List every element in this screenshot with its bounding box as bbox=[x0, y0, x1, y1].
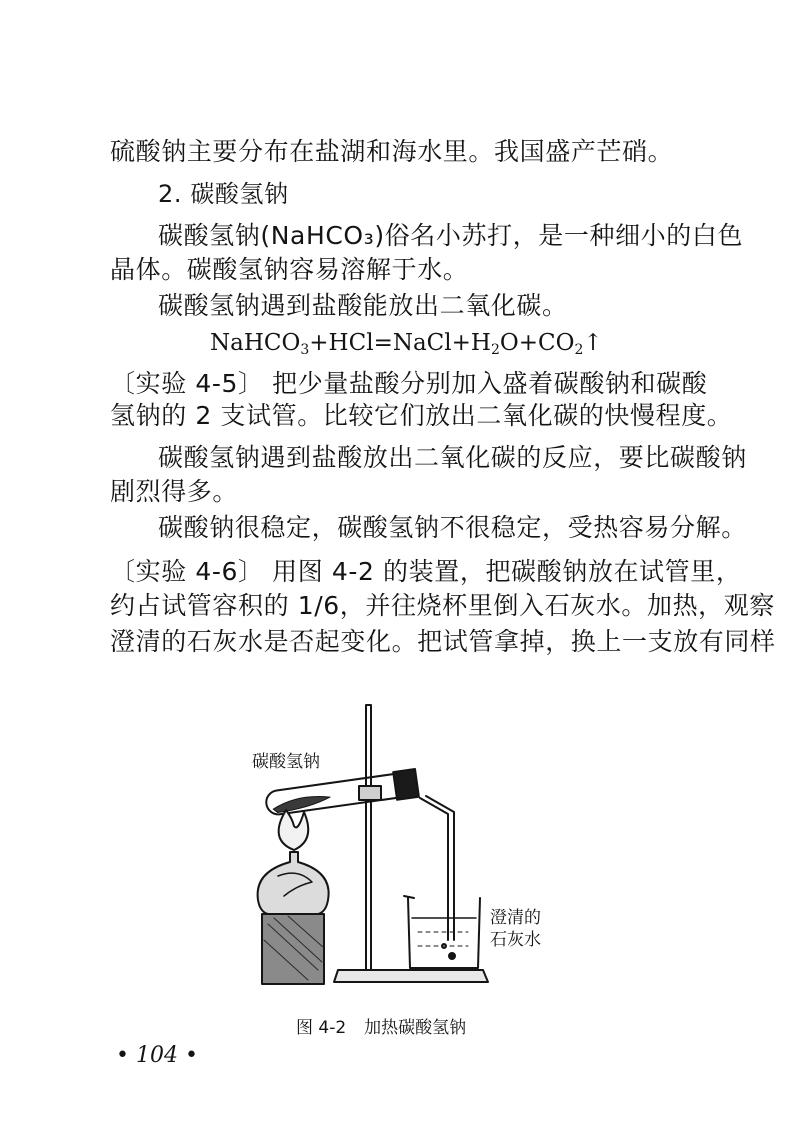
text-line: 碳酸氢钠(NaHCO₃)俗名小苏打，是一种细小的白色 bbox=[158, 221, 744, 250]
section-heading: 2. 碳酸氢钠 bbox=[158, 180, 289, 208]
text-line: 碳酸氢钠遇到盐酸放出二氧化碳的反应，要比碳酸钠 bbox=[158, 443, 747, 472]
apparatus-figure bbox=[238, 700, 568, 1000]
beaker bbox=[408, 898, 480, 968]
text-line: 〔实验 4-6〕 用图 4-2 的装置，把碳酸钠放在试管里， bbox=[110, 557, 742, 586]
figure-caption bbox=[296, 1013, 484, 1038]
text-line: 氢钠的 2 支试管。比较它们放出二氧化碳的快慢程度。 bbox=[110, 401, 733, 430]
text-line: 澄清的石灰水是否起变化。把试管拿掉，换上一支放有同样 bbox=[110, 627, 776, 656]
apparatus-drawing bbox=[238, 700, 568, 1000]
label-limewater-1: 澄清的 bbox=[490, 908, 541, 928]
text-line: 晶体。碳酸氢钠容易溶解于水。 bbox=[110, 255, 469, 284]
alcohol-lamp bbox=[258, 852, 329, 914]
wooden-block bbox=[262, 914, 324, 984]
gas-arrow: ↑ bbox=[583, 330, 603, 356]
stopper bbox=[393, 769, 419, 800]
text-line: 剧烈得多。 bbox=[110, 477, 239, 506]
text-line: 碳酸钠很稳定，碳酸氢钠不很稳定，受热容易分解。 bbox=[158, 513, 747, 542]
text-line: 碳酸氢钠遇到盐酸能放出二氧化碳。 bbox=[158, 291, 568, 320]
flame bbox=[279, 810, 309, 850]
label-sodium-bicarbonate: 碳酸氢钠 bbox=[252, 752, 320, 772]
caption-title: 加热碳酸氢钠 bbox=[364, 1018, 467, 1038]
text-line: 硫酸钠主要分布在盐湖和海水里。我国盛产芒硝。 bbox=[110, 137, 674, 166]
clamp bbox=[359, 786, 381, 800]
caption-number: 图 4-2 bbox=[296, 1018, 347, 1038]
stand-base bbox=[334, 970, 488, 982]
page-number: • 104 • bbox=[116, 1043, 198, 1068]
chemical-equation: $NaHCO_3+HCl=NaCl+H_2O+CO_2↑$ bbox=[210, 330, 603, 358]
label-limewater-2: 石灰水 bbox=[490, 930, 541, 950]
text-line: 约占试管容积的 1/6，并往烧杯里倒入石灰水。加热，观察 bbox=[110, 591, 775, 620]
stand-rod bbox=[366, 705, 371, 970]
text-line: 〔实验 4-5〕 把少量盐酸分别加入盛着碳酸钠和碳酸 bbox=[110, 369, 708, 398]
